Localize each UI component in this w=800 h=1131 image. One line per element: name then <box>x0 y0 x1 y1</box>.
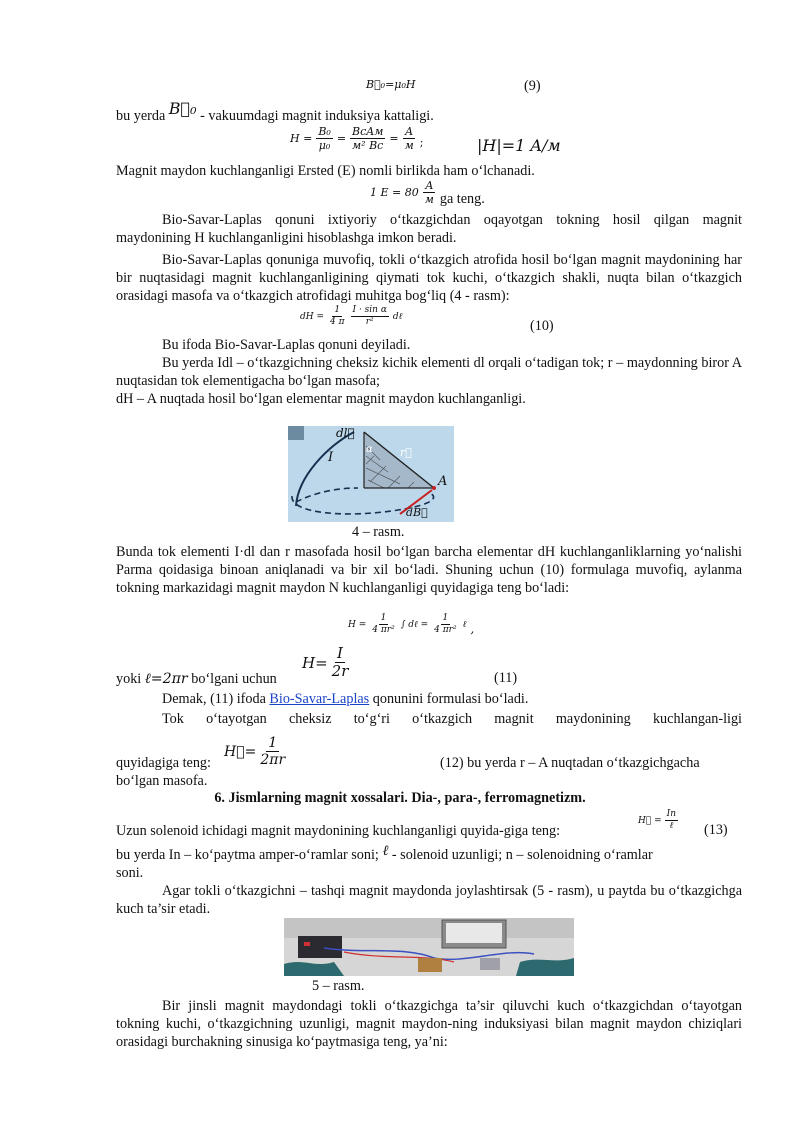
paragraph-masofa: bo‘lgan masofa. <box>116 773 208 789</box>
paragraph-eq12-tail: (12) bu yerda r – A nuqtadan o‘tkazgichgacha <box>440 755 700 771</box>
equation-h-unit: |H|=1 A/м <box>477 136 561 155</box>
figure-5-photo <box>284 918 574 976</box>
figure-4-label-dl: dl⃗ <box>336 426 355 440</box>
bio-savar-laplas-link[interactable]: Bio-Savar-Laplas <box>269 691 370 707</box>
equation-h-units: H = $\frac{\text{B₀}}{\text{μ₀}}$ = $\frac{\text{BcAм}}{\text{м² Bc}}$ = $\frac{A}{м}$ ; <box>290 125 424 152</box>
figure-5-caption: 5 – rasm. <box>312 978 365 994</box>
paragraph-idl: Bu yerda Idl – o‘tkazgichning cheksiz kichik elementi dl orqali o‘tadigan tok; r – maydonning biror A nuqtasidan tok elementigacha bo‘lgan masofa; <box>116 355 742 389</box>
paragraph-bsl-intro: Bio-Savar-Laplas qonuni ixtiyoriy o‘tkazgichdan oqayotgan tokning hosil qilgan magnit maydonining H kuchlanganligini hisoblashga imkon beradi. <box>116 212 742 246</box>
figure-4-drawing <box>288 426 454 522</box>
figure-4-label-r: r⃗ <box>400 446 412 459</box>
figure-4-label-a: A <box>438 474 448 489</box>
equation-ersted: 1 E = 80 $\frac{A}{м}$ ga teng. <box>370 179 485 207</box>
equation-9: B⃗₀=μ₀H <box>366 78 416 91</box>
equation-10: dH = $\frac{1}{4 \pi}$ $\frac{\text{I · sin α}}{\text{r²}}$ dℓ <box>300 305 403 327</box>
paragraph-agar: Agar tokli o‘tkazgichni – tashqi magnit maydonda joylashtirsak (5 - rasm), u paytda bu o‘tkazgichga kuch ta’sir etadi. <box>116 883 742 917</box>
paragraph-in: bu yerda In – ko‘paytma amper-o‘ramlar soni; ℓ - solenoid uzunligi; n – solenoidning o‘ramlar <box>116 843 653 863</box>
equation-13: H⃗ = $\frac{In}{\text{ℓ}}$ <box>638 809 677 831</box>
figure-4-label-i: I <box>328 450 334 465</box>
paragraph-dh: dH – A nuqtada hosil bo‘lgan elementar magnit maydon kuchlanganligi. <box>116 391 526 407</box>
equation-number-9: (9) <box>524 78 541 94</box>
paragraph-b0: bu yerda B⃗₀ - vakuumdagi magnit induksiya kattaligi. <box>116 99 434 124</box>
equation-number-13: (13) <box>704 822 728 838</box>
figure-4 <box>288 426 454 522</box>
paragraph-bunda: Bunda tok elementi I·dl dan r masofada hosil bo‘lgan barcha elementar dH kuchlanganliklarning yo‘nalishi Parma qoidasiga binoan aniqlanadi va bir xil bo‘ladi. Shuning uchun (10) formulaga muvofiq, aylanma tokning markazidagi magnit maydon N kuchlanganligi quyidagiga teng bo‘ladi: <box>116 544 742 596</box>
equation-number-11: (11) <box>494 670 518 686</box>
figure-4-label-alpha: α <box>366 444 373 455</box>
paragraph-yoki: yoki ℓ=2πr bo‘lgani uchun <box>116 671 277 687</box>
section-heading-6: 6. Jismlarning magnit xossalari. Dia-, para-, ferromagnetizm. <box>214 790 586 806</box>
paragraph-in-end: soni. <box>116 865 144 881</box>
paragraph-demak: Demak, (11) ifoda Bio-Savar-Laplas qonunini formulasi bo‘ladi. <box>162 691 529 707</box>
paragraph-ersted: Magnit maydon kuchlanganligi Ersted (E) nomli birlikda ham o‘lchanadi. <box>116 163 535 179</box>
figure-4-label-db: dB⃗ <box>406 506 428 519</box>
paragraph-eq12-lead: quyidagiga teng: <box>116 755 211 771</box>
paragraph-bsl-law: Bio-Savar-Laplas qonuniga muvofiq, tokli o‘tkazgich atrofida hosil bo‘lgan magnit maydonining har bir nuqtasidagi magnit kuchlanganligining qiymati tok kuchi, o‘tkazgich shakli, nuqta bilan o‘tkazgich orasidagi masofa va o‘tkazgich atrofidagi muhitga bog‘liq (4 - rasm): <box>116 252 742 304</box>
equation-number-10: (10) <box>530 318 554 334</box>
paragraph-tok: Tok o‘tayotgan cheksiz to‘g‘ri o‘tkazgich magnit maydonining kuchlangan-ligi <box>162 711 742 727</box>
equation-11: H= $\frac{I}{2r}$ <box>302 644 349 680</box>
figure-4-caption: 4 – rasm. <box>352 524 405 540</box>
paragraph-bir: Bir jinsli magnit maydondagi tokli o‘tkazgichga ta’sir qiluvchi kuch o‘tkazgichdan o‘tayotgan tokning kuchi, o‘tkazgichning uzunligi, magnit maydon-ning induksiyasi bilan magnit maydon chiziqlari orasidagi burchakning sinusiga ko‘paytmasiga teng, ya’ni: <box>116 998 742 1050</box>
paragraph-solenoid: Uzun solenoid ichidagi magnit maydonining kuchlanganligi quyida-giga teng: <box>116 823 561 839</box>
paragraph-ifoda: Bu ifoda Bio-Savar-Laplas qonuni deyiladi. <box>162 337 411 353</box>
equation-integral: H = $\frac{1}{\text{4 πr²}}$ ∫ dℓ = $\frac{1}{\text{4 πr²}}$ ℓ , <box>348 613 475 636</box>
equation-12: H⃗= $\frac{1}{2\pi r}$ <box>224 735 286 768</box>
figure-5 <box>284 918 574 976</box>
